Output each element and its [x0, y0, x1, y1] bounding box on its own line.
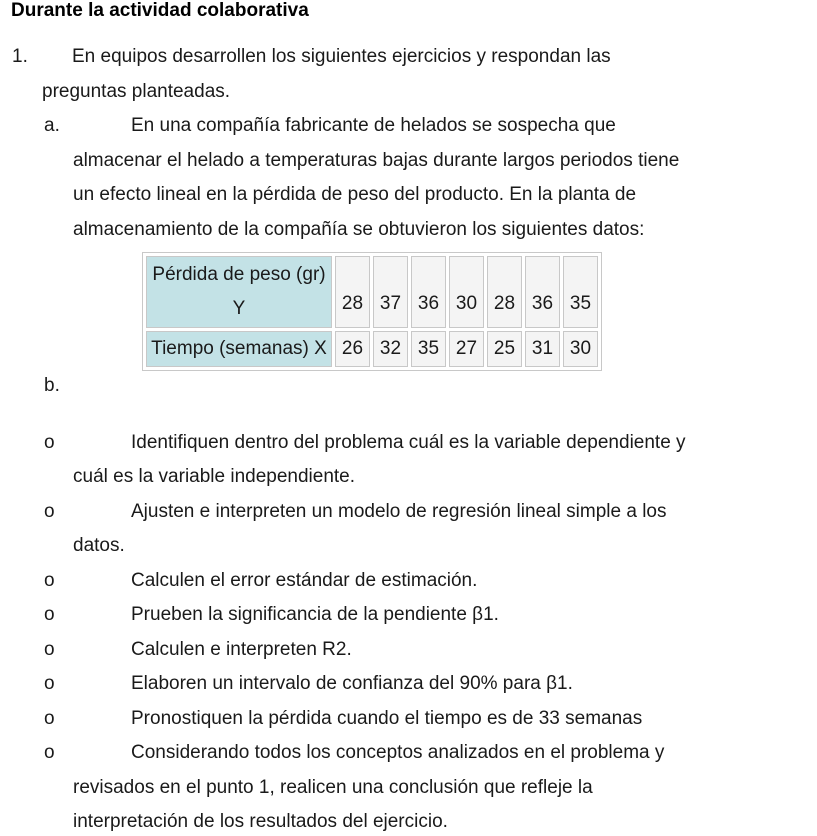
row-y-label-line1: Pérdida de peso (gr) [152, 264, 326, 285]
x-value-cell: 31 [525, 331, 560, 367]
bullet-6-text: Elaboren un intervalo de confianza del 90% para β1. [131, 673, 573, 694]
item-a-text-line3: un efecto lineal en la pérdida de peso del producto. En la planta de [73, 184, 637, 205]
y-value-cell: 28 [335, 256, 370, 328]
item-1-text-line2: preguntas planteadas. [42, 81, 231, 102]
y-value-cell: 36 [525, 256, 560, 328]
item-1-text-line1: En equipos desarrollen los siguientes ejercicios y respondan las [72, 46, 611, 67]
bullet-marker: o [44, 570, 55, 591]
item-1-number: 1. [12, 46, 28, 67]
bullet-2-line2: datos. [73, 535, 125, 556]
item-a-text-line2: almacenar el helado a temperaturas bajas durante largos periodos tiene [73, 150, 680, 171]
x-value-cell: 27 [449, 331, 484, 367]
bullet-5-text: Calculen e interpreten R2. [131, 639, 352, 660]
bullet-marker: o [44, 501, 55, 522]
bullet-3-text: Calculen el error estándar de estimación. [131, 570, 478, 591]
bullet-8-line1: Considerando todos los conceptos analizados en el problema y [131, 742, 665, 763]
bullet-2-line1: Ajusten e interpreten un modelo de regresión lineal simple a los [131, 501, 667, 522]
row-x-header: Tiempo (semanas) X [146, 331, 332, 367]
row-y-header [146, 256, 332, 328]
item-a-letter: a. [44, 115, 60, 136]
bullet-8-line3: interpretación de los resultados del ejercicio. [73, 811, 448, 832]
item-a-text-line1: En una compañía fabricante de helados se sospecha que [131, 115, 616, 136]
bullet-8-line2: revisados en el punto 1, realicen una conclusión que refleje la [73, 777, 593, 798]
bullet-4-text: Prueben la significancia de la pendiente β1. [131, 604, 499, 625]
y-value-cell: 30 [449, 256, 484, 328]
bullet-7-text: Pronostiquen la pérdida cuando el tiempo es de 33 semanas [131, 708, 643, 729]
bullet-1-line1: Identifiquen dentro del problema cuál es la variable dependiente y [131, 432, 686, 453]
row-y-label-line2: Y [232, 298, 246, 319]
item-b-letter: b. [44, 375, 60, 396]
data-table [142, 252, 602, 371]
section-heading: Durante la actividad colaborativa [11, 0, 309, 21]
table-row-x [146, 331, 598, 367]
y-value-cell: 36 [411, 256, 446, 328]
item-a-text-line4: almacenamiento de la compañía se obtuvieron los siguientes datos: [73, 219, 645, 240]
bullet-marker: o [44, 432, 55, 453]
y-value-cell: 28 [487, 256, 522, 328]
x-value-cell: 30 [563, 331, 598, 367]
y-value-cell: 37 [373, 256, 408, 328]
x-value-cell: 25 [487, 331, 522, 367]
table-row-y [146, 256, 598, 328]
x-value-cell: 26 [335, 331, 370, 367]
bullet-marker: o [44, 742, 55, 763]
bullet-1-line2: cuál es la variable independiente. [73, 466, 356, 487]
x-value-cell: 32 [373, 331, 408, 367]
bullet-marker: o [44, 673, 55, 694]
bullet-marker: o [44, 639, 55, 660]
bullet-marker: o [44, 708, 55, 729]
x-value-cell: 35 [411, 331, 446, 367]
y-value-cell: 35 [563, 256, 598, 328]
bullet-marker: o [44, 604, 55, 625]
